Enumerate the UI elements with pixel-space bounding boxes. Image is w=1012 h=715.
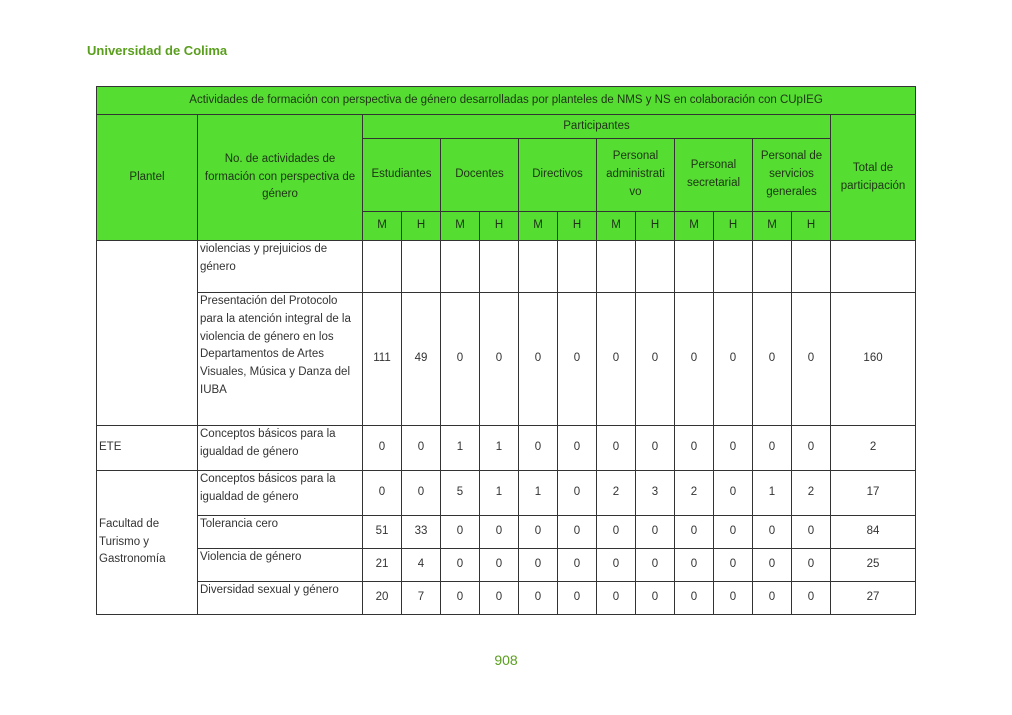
value-cell: 1 [753, 471, 792, 516]
value-cell: 0 [597, 293, 636, 426]
value-cell [597, 241, 636, 293]
activity-cell: violencias y prejuicios de género [198, 241, 363, 293]
value-cell: 0 [792, 293, 831, 426]
value-cell: 0 [636, 293, 675, 426]
value-cell: 51 [363, 516, 402, 549]
value-cell: 0 [675, 582, 714, 615]
value-cell: 0 [480, 516, 519, 549]
activities-table [96, 86, 916, 615]
header-group: Personal administrati vo [597, 139, 675, 212]
header-h: H [714, 212, 753, 241]
value-cell: 4 [402, 549, 441, 582]
value-cell: 3 [636, 471, 675, 516]
header-plantel: Plantel [97, 115, 198, 241]
table-row [97, 516, 916, 549]
header-h: H [558, 212, 597, 241]
value-cell: 0 [558, 516, 597, 549]
value-cell: 0 [714, 582, 753, 615]
header-group: Directivos [519, 139, 597, 212]
value-cell: 7 [402, 582, 441, 615]
value-cell: 33 [402, 516, 441, 549]
plantel-cell: ETE [97, 426, 198, 471]
table-row [97, 549, 916, 582]
value-cell: 0 [636, 582, 675, 615]
value-cell: 5 [441, 471, 480, 516]
value-cell: 21 [363, 549, 402, 582]
value-cell: 0 [519, 549, 558, 582]
header-h: H [636, 212, 675, 241]
value-cell: 0 [714, 293, 753, 426]
value-cell [480, 241, 519, 293]
header-m: M [597, 212, 636, 241]
value-cell: 0 [441, 582, 480, 615]
table-row [97, 241, 916, 293]
activity-cell: Conceptos básicos para la igualdad de género [198, 426, 363, 471]
value-cell: 0 [480, 293, 519, 426]
value-cell: 0 [363, 471, 402, 516]
value-cell: 49 [402, 293, 441, 426]
total-cell: 27 [831, 582, 916, 615]
value-cell: 0 [675, 293, 714, 426]
header-m: M [363, 212, 402, 241]
header-activities: No. de actividades de formación con perspectiva de género [198, 115, 363, 241]
value-cell: 1 [441, 426, 480, 471]
activity-cell: Presentación del Protocolo para la atención integral de la violencia de género en los Departamentos de Artes Visuales, Música y Danza del IUBA [198, 293, 363, 426]
header-total: Total de participación [831, 115, 916, 241]
total-cell: 84 [831, 516, 916, 549]
value-cell: 0 [480, 549, 519, 582]
header-participants: Participantes [363, 115, 831, 139]
value-cell: 0 [636, 516, 675, 549]
value-cell: 0 [558, 471, 597, 516]
value-cell: 0 [519, 426, 558, 471]
value-cell: 0 [597, 426, 636, 471]
value-cell: 0 [675, 516, 714, 549]
value-cell [714, 241, 753, 293]
value-cell [675, 241, 714, 293]
plantel-cell: Facultad de Turismo y Gastronomía [97, 471, 198, 615]
table-row [97, 426, 916, 471]
value-cell: 0 [519, 582, 558, 615]
total-cell [831, 241, 916, 293]
activity-cell: Conceptos básicos para la igualdad de género [198, 471, 363, 516]
header-h: H [792, 212, 831, 241]
header-group: Estudiantes [363, 139, 441, 212]
value-cell [636, 241, 675, 293]
activity-cell: Tolerancia cero [198, 516, 363, 549]
value-cell: 0 [597, 516, 636, 549]
value-cell: 0 [792, 516, 831, 549]
value-cell: 0 [441, 516, 480, 549]
value-cell: 1 [480, 426, 519, 471]
table-row [97, 293, 916, 426]
value-cell: 0 [792, 426, 831, 471]
header-m: M [675, 212, 714, 241]
value-cell: 0 [402, 426, 441, 471]
value-cell: 0 [597, 549, 636, 582]
value-cell: 0 [792, 582, 831, 615]
value-cell [753, 241, 792, 293]
header-group: Personal secretarial [675, 139, 753, 212]
total-cell: 25 [831, 549, 916, 582]
value-cell [558, 241, 597, 293]
activity-cell: Diversidad sexual y género [198, 582, 363, 615]
header-h: H [480, 212, 519, 241]
value-cell: 0 [636, 549, 675, 582]
value-cell [441, 241, 480, 293]
value-cell: 0 [402, 471, 441, 516]
value-cell [402, 241, 441, 293]
value-cell: 0 [714, 549, 753, 582]
value-cell: 20 [363, 582, 402, 615]
value-cell: 1 [519, 471, 558, 516]
header-m: M [519, 212, 558, 241]
value-cell: 0 [675, 426, 714, 471]
total-cell: 17 [831, 471, 916, 516]
value-cell: 0 [753, 549, 792, 582]
value-cell: 0 [714, 471, 753, 516]
table-caption: Actividades de formación con perspectiva de género desarrolladas por planteles de NMS y NS en colaboración con CUpIEG [97, 87, 916, 115]
value-cell: 0 [519, 516, 558, 549]
value-cell: 0 [792, 549, 831, 582]
value-cell: 0 [714, 516, 753, 549]
header-group: Docentes [441, 139, 519, 212]
activity-cell: Violencia de género [198, 549, 363, 582]
header-m: M [441, 212, 480, 241]
value-cell: 0 [363, 426, 402, 471]
value-cell: 0 [753, 516, 792, 549]
value-cell: 0 [558, 582, 597, 615]
value-cell: 2 [792, 471, 831, 516]
total-cell: 160 [831, 293, 916, 426]
value-cell: 0 [597, 582, 636, 615]
value-cell [792, 241, 831, 293]
value-cell: 0 [753, 426, 792, 471]
value-cell: 0 [714, 426, 753, 471]
value-cell: 111 [363, 293, 402, 426]
header-h: H [402, 212, 441, 241]
value-cell: 2 [597, 471, 636, 516]
value-cell: 0 [558, 293, 597, 426]
value-cell: 0 [441, 549, 480, 582]
value-cell: 0 [480, 582, 519, 615]
value-cell: 0 [441, 293, 480, 426]
total-cell: 2 [831, 426, 916, 471]
value-cell: 0 [753, 293, 792, 426]
page-number: 908 [494, 652, 518, 668]
value-cell: 0 [636, 426, 675, 471]
value-cell: 0 [675, 549, 714, 582]
value-cell: 0 [519, 293, 558, 426]
value-cell [519, 241, 558, 293]
value-cell: 1 [480, 471, 519, 516]
header-group: Personal de servicios generales [753, 139, 831, 212]
plantel-cell [97, 241, 198, 426]
table-row [97, 582, 916, 615]
value-cell: 0 [558, 426, 597, 471]
table-row [97, 471, 916, 516]
header-m: M [753, 212, 792, 241]
value-cell: 0 [753, 582, 792, 615]
institution-title: Universidad de Colima [87, 43, 228, 58]
value-cell [363, 241, 402, 293]
value-cell: 0 [558, 549, 597, 582]
value-cell: 2 [675, 471, 714, 516]
